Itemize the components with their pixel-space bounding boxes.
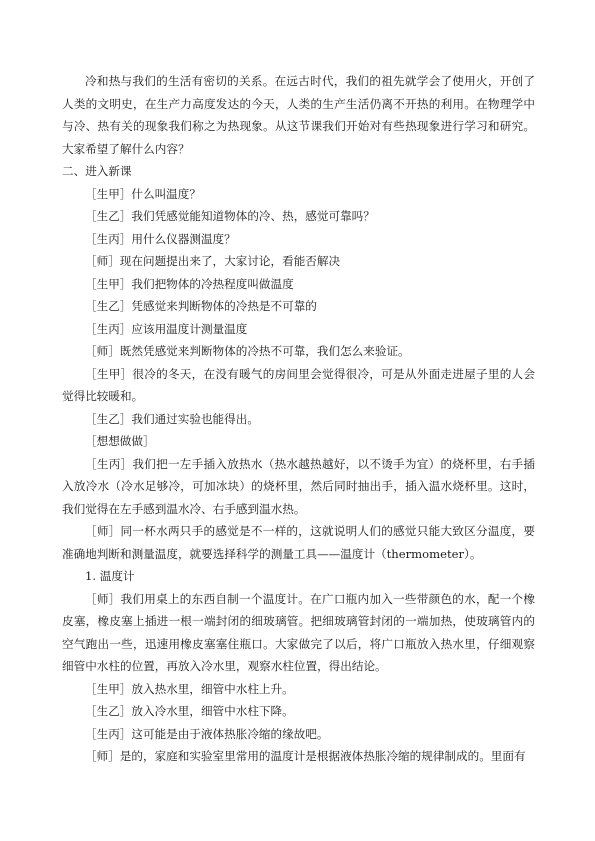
dialog-line: ［生乙］凭感觉来判断物体的冷热是不可靠的 bbox=[85, 299, 317, 313]
dialog-line: ［师］既然凭感觉来判断物体的冷热不可靠，我们怎么来验证。 bbox=[85, 344, 410, 358]
section-heading-new-lesson: 二、进入新课 bbox=[62, 164, 132, 178]
dialog-line: ［生丙］应该用温度计测量温度 bbox=[85, 321, 248, 336]
activity-heading: ［想想做做］ bbox=[85, 434, 155, 448]
dialog-line: ［生甲］什么叫温度？ bbox=[85, 186, 201, 201]
document-page bbox=[62, 70, 535, 768]
dialog-line: ［生乙］我们凭感觉能知道物体的冷、热，感觉可靠吗？ bbox=[85, 209, 375, 223]
dialog-line: ［生乙］我们通过实验也能得出。 bbox=[85, 411, 259, 426]
dialog-line: ［生甲］放入热水里，细管中水柱上升。 bbox=[85, 681, 294, 696]
dialog-line: ［生丙］用什么仪器测温度？ bbox=[85, 231, 236, 246]
dialog-line: ［师］同一杯水两只手的感觉是不一样的，这就说明人们的感觉只能大致区分温度，要准确地判断和测量温度，就要选择科学的测量工具——温度计（thermometer）。 bbox=[62, 524, 535, 561]
subsection-heading-thermometer: 1. 温度计 bbox=[85, 569, 135, 583]
intro-paragraph: 冷和热与我们的生活有密切的关系。在远古时代，我们的祖先就学会了使用火，开创了人类的文明史，在生产力高度发达的今天，人类的生产生活仍离不开热的利用。在物理学中与冷、热有关的现象我们称之为热现象。从这节课我们开始对有些热现象进行学习和研究。大家希望了解什么内容？ bbox=[62, 74, 535, 156]
dialog-line: ［生甲］很冷的冬天，在没有暖气的房间里会觉得很冷，可是从外面走进屋子里的人会觉得比较暖和。 bbox=[62, 366, 535, 403]
dialog-line: ［生甲］我们把物体的冷热程度叫做温度 bbox=[85, 276, 294, 291]
dialog-line: ［师］现在问题提出来了，大家讨论，看能否解决 bbox=[85, 254, 341, 268]
dialog-line: ［师］我们用桌上的东西自制一个温度计。在广口瓶内加入一些带颜色的水，配一个橡皮塞，橡皮塞上插进一根一端封闭的细玻璃管。把细玻璃管封闭的一端加热，使玻璃管内的空气跑出一些，迅速用橡皮塞塞住瓶口。大家做完了以后，将广口瓶放入热水里，仔细观察细管中水柱的位置，再放入冷水里，观察水柱位置，得出结论。 bbox=[62, 591, 535, 673]
dialog-line: ［师］是的，家庭和实验室里常用的温度计是根据液体热胀冷缩的规律制成的。里面有 bbox=[85, 749, 526, 763]
dialog-line: ［生乙］放入冷水里，细管中水柱下降。 bbox=[85, 704, 294, 718]
dialog-line: ［生丙］我们把一左手插入放热水（热水越热越好，以不烫手为宜）的烧杯里，右手插入放冷水（冷水足够冷，可加冰块）的烧杯里，然后同时抽出手，插入温水烧杯里。这时，我们觉得在左手感到温水冷、右手感到温水热。 bbox=[62, 456, 535, 516]
dialog-line: ［生丙］这可能是由于液体热胀冷缩的缘故吧。 bbox=[85, 726, 329, 741]
